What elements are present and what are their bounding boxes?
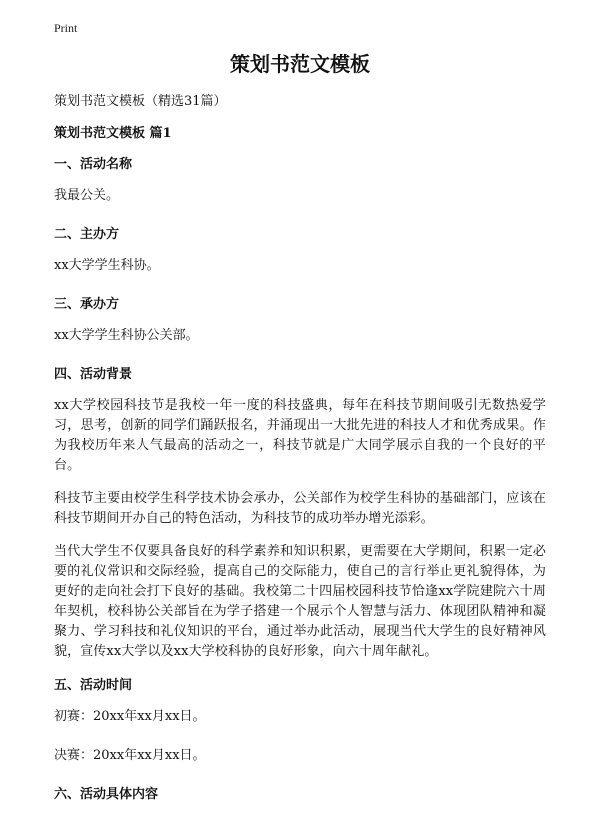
section-text: xx大学学生科协。	[54, 258, 160, 273]
section-activity-name	[54, 155, 546, 225]
document-title: 策划书范文模板	[230, 52, 370, 76]
background-paragraph: xx大学校园科技节是我校一年一度的科技盛典，每年在科技节期间吸引无数热爱学习，思考，创新的同学们踊跃报名，并涌现出一大批先进的科技人才和优秀成果。作为我校历年来人气最高的活动之一，科技节就是广大同学展示自我的一个良好的平台。	[54, 398, 546, 473]
section-heading: 五、活动时间	[54, 678, 133, 693]
background-paragraph: 当代大学生不仅要具备良好的科学素养和知识积累，更需要在大学期间，积累一定必要的礼仪常识和交际经验，提高自己的交际能力，使自己的言行举止更礼貌得体，为更好的走向社会打下良好的基础。我校第二十四届校园科技节恰逢xx学院建院六十周年契机，校科协公关部旨在为学子搭建一个展示个人智慧与活力、体现团队精神和凝聚力、学习科技和礼仪知识的平台，通过举办此活动，展现当代大学生的良好精神风貌，宣传xx大学以及xx大学校科协的良好形象，向六十周年献礼。	[54, 544, 546, 659]
preliminary-time: 初赛：20xx年xx月xx日。	[54, 709, 206, 724]
section-heading: 三、承办方	[54, 297, 120, 312]
section-organizer	[54, 225, 546, 295]
section-heading: 六、活动具体内容	[54, 787, 159, 802]
article-title: 策划书范文模板 篇1	[54, 126, 172, 141]
background-paragraph: 科技节主要由校学生科学技术协会承办，公关部作为校学生科协的基础部门，应该在科技节期间开办自己的特色活动，为科技节的成功举办增光添彩。	[54, 491, 546, 526]
section-text: 我最公关。	[54, 188, 120, 203]
section-heading: 四、活动背景	[54, 367, 133, 382]
section-activity-time	[54, 676, 546, 785]
section-text: xx大学学生科协公关部。	[54, 328, 199, 343]
section-activity-details	[54, 785, 546, 816]
document-subtitle: 策划书范文模板（精选31篇）	[54, 94, 227, 109]
print-link[interactable]: Print	[54, 21, 78, 35]
section-heading: 一、活动名称	[54, 157, 133, 172]
section-heading: 二、主办方	[54, 227, 120, 242]
document-body	[54, 92, 546, 816]
section-background	[54, 365, 546, 662]
section-host	[54, 295, 546, 365]
final-time: 决赛：20xx年xx月xx日。	[54, 748, 206, 763]
